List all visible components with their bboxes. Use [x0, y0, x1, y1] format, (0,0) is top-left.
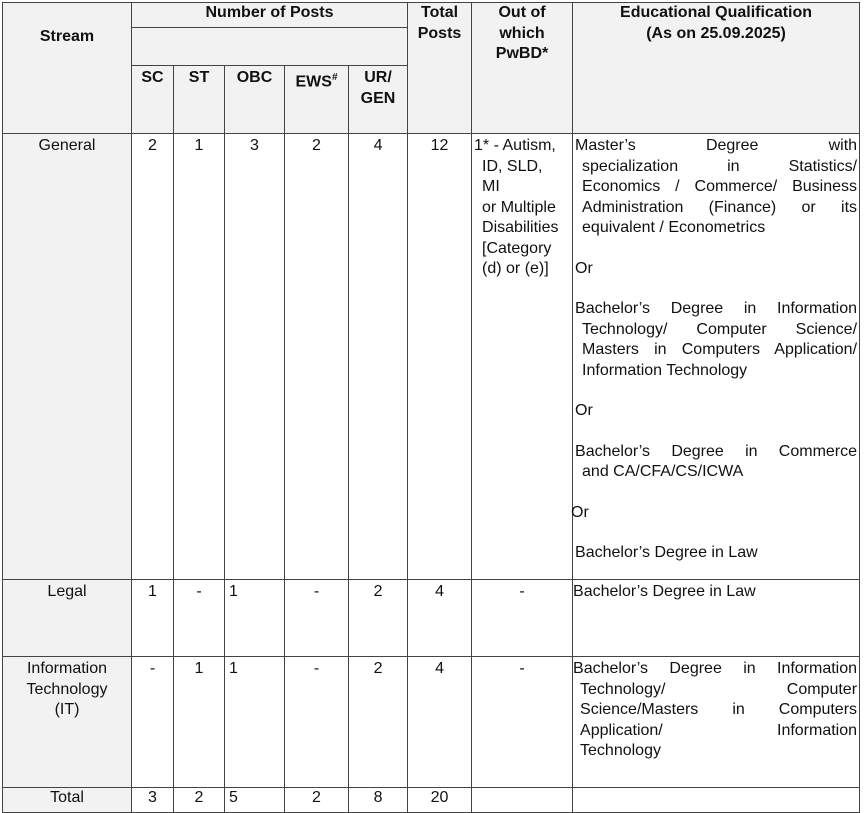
- pwbd-line: or Multiple: [482, 198, 556, 216]
- header-blank-band: [132, 28, 408, 66]
- qual-line: Master’s Degree with: [575, 137, 858, 154]
- row-legal-sc: 1: [132, 580, 174, 657]
- table-row: [3, 657, 860, 788]
- pwbd-line: (d) or (e)]: [482, 260, 549, 277]
- row-it-stream-line: Technology: [26, 680, 108, 698]
- row-legal-obc: 1: [225, 580, 285, 657]
- qual-line: Masters in Computers Application/: [582, 341, 858, 358]
- header-stream: Stream: [3, 3, 132, 134]
- row-general-qualification: [573, 134, 860, 580]
- qual-line: and CA/CFA/CS/ICWA: [582, 463, 744, 480]
- row-it-total: 4: [408, 657, 472, 788]
- table-row-total: [3, 788, 860, 813]
- pwbd-line: Disabilities: [482, 219, 559, 236]
- qual-line: Administration (Finance) or its: [582, 198, 858, 216]
- header-qualification-title: Educational Qualification: [620, 4, 813, 21]
- row-legal-pwbd: -: [472, 580, 573, 657]
- qual-line: Economics / Commerce/ Business: [582, 178, 858, 195]
- table-row: [3, 580, 860, 657]
- header-ur-gen: [349, 66, 408, 134]
- row-it-ur: 2: [349, 657, 408, 788]
- header-gen: GEN: [360, 89, 396, 107]
- header-total-posts: [408, 3, 472, 134]
- row-legal-ews: -: [285, 580, 349, 657]
- row-total-ews: 2: [285, 788, 349, 813]
- row-it-ews: -: [285, 657, 349, 788]
- row-legal-qualification: Bachelor’s Degree in Law: [573, 580, 860, 657]
- header-number-of-posts: Number of Posts: [132, 3, 408, 28]
- header-pwbd: [472, 3, 573, 134]
- row-general-st: 1: [174, 134, 225, 580]
- pwbd-line: 1* - Autism,: [474, 137, 556, 154]
- posts-table: [2, 2, 860, 813]
- row-it-stream-line: (IT): [54, 701, 80, 718]
- row-it-qualification: [573, 657, 860, 788]
- header-ews: [285, 66, 349, 134]
- qual-or: Or: [575, 402, 593, 419]
- qual-or: Or: [575, 259, 593, 277]
- row-legal-st: -: [174, 580, 225, 657]
- row-legal-ur: 2: [349, 580, 408, 657]
- header-ur: UR/: [364, 69, 392, 86]
- row-total-pwbd: [472, 788, 573, 813]
- row-total-total: 20: [408, 788, 472, 813]
- row-it-st: 1: [174, 657, 225, 788]
- qual-line: Bachelor’s Degree in Information: [573, 660, 858, 677]
- qual-line: Technology/ Computer: [580, 680, 858, 698]
- row-general-pwbd: [472, 134, 573, 580]
- row-total-qualification: [573, 788, 860, 813]
- qual-line: equivalent / Econometrics: [582, 219, 766, 236]
- table-row: [3, 134, 860, 580]
- row-general-ews: 2: [285, 134, 349, 580]
- row-it-stream-line: Information: [26, 660, 108, 677]
- header-obc: OBC: [225, 66, 285, 134]
- row-general-sc: 2: [132, 134, 174, 580]
- qual-line: Bachelor’s Degree in Commerce: [575, 442, 858, 460]
- row-it-obc: 1: [225, 657, 285, 788]
- row-it-stream: [3, 657, 132, 788]
- row-it-pwbd: -: [472, 657, 573, 788]
- header-qualification: [573, 3, 860, 134]
- row-general-total: 12: [408, 134, 472, 580]
- row-total-obc: 5: [225, 788, 285, 813]
- row-total-ur: 8: [349, 788, 408, 813]
- header-pwbd-text: Out of which PwBD*: [495, 4, 549, 62]
- pwbd-line: MI: [482, 178, 500, 195]
- qual-line: Bachelor’s Degree in Information: [575, 300, 858, 317]
- qual-line: Technology/ Computer Science/: [582, 320, 858, 338]
- header-ews-sup: #: [331, 72, 338, 83]
- qual-or: Or: [571, 503, 589, 521]
- row-it-sc: -: [132, 657, 174, 788]
- header-st: ST: [174, 66, 225, 134]
- pwbd-line: ID, SLD,: [482, 157, 543, 175]
- header-ews-text: EWS: [295, 73, 332, 91]
- row-total-sc: 3: [132, 788, 174, 813]
- qual-line: Application/ Information: [580, 721, 858, 739]
- qual-line: Technology: [580, 742, 661, 759]
- header-total-posts-text: Total Posts: [417, 4, 462, 42]
- row-legal-total: 4: [408, 580, 472, 657]
- qual-line: Information Technology: [582, 361, 748, 379]
- header-qualification-date: (As on 25.09.2025): [646, 24, 786, 42]
- qual-line: Bachelor’s Degree in Law: [575, 544, 758, 561]
- row-legal-stream: Legal: [3, 580, 132, 657]
- row-total-label: Total: [3, 788, 132, 813]
- row-general-obc: 3: [225, 134, 285, 580]
- pwbd-line: [Category: [482, 239, 552, 257]
- row-general-ur: 4: [349, 134, 408, 580]
- header-sc: SC: [132, 66, 174, 134]
- qual-line: specialization in Statistics/: [582, 157, 858, 175]
- row-total-st: 2: [174, 788, 225, 813]
- row-general-stream: General: [3, 134, 132, 580]
- qual-line: Science/Masters in Computers: [580, 701, 858, 718]
